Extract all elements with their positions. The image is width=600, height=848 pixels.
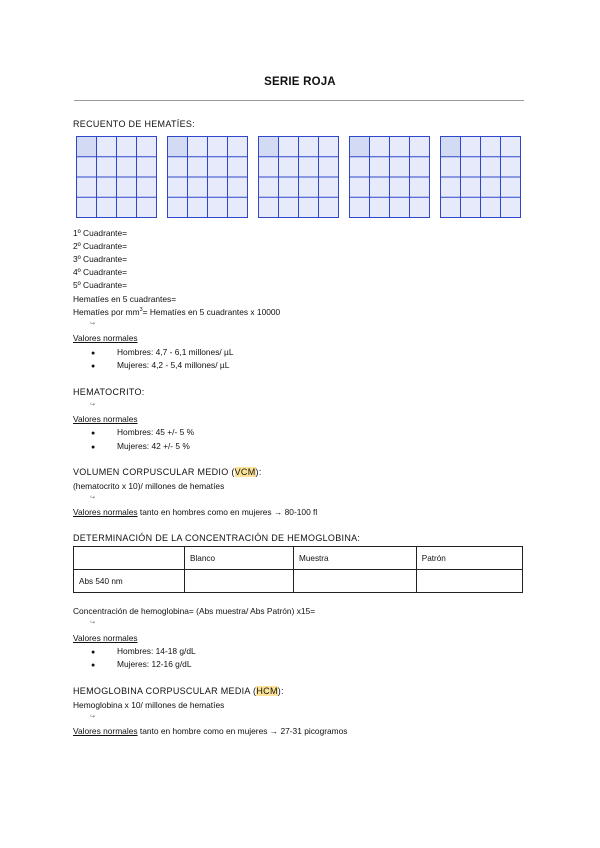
hcm-normal-line [73, 726, 348, 736]
recuento-arrow-icon: ↪ [90, 321, 96, 327]
table-cell: Abs 540 nm [74, 570, 185, 593]
vcm-heading [73, 467, 262, 477]
table-header-cell: Muestra [294, 547, 417, 570]
counting-grid-2 [167, 136, 248, 218]
per-mm-sup: 3 [139, 307, 143, 313]
vcm-heading-prefix: VOLUMEN CORPUSCULAR MEDIO ( [73, 467, 235, 477]
hematocrito-heading: HEMATOCRITO: [73, 387, 145, 397]
hcm-heading [73, 686, 284, 696]
grid-corner-cell [441, 137, 461, 157]
vcm-normal-line [73, 507, 317, 517]
grid-corner-cell [77, 137, 97, 157]
hcm-heading-prefix: HEMOGLOBINA CORPUSCULAR MEDIA ( [73, 686, 257, 696]
vcm-normal-label: Valores normales [73, 507, 138, 517]
table-header-cell [74, 547, 185, 570]
quadrant-2-line: 2º Cuadrante= [73, 241, 128, 251]
bullet-icon: ● [91, 363, 96, 370]
hemoglobina-table [73, 546, 523, 593]
table-header-row [74, 547, 523, 570]
per-mm-prefix: Hematíes por mm [73, 307, 140, 317]
hemoglobina-heading: DETERMINACIÓN DE LA CONCENTRACIÓN DE HEMOGLOBINA: [73, 533, 361, 543]
hcm-normal-label: Valores normales [73, 726, 138, 736]
table-header-cell: Patrón [416, 547, 522, 570]
recuento-normal-label: Valores normales [73, 333, 138, 343]
vcm-arrow-icon: ↪ [90, 495, 96, 501]
vcm-formula: (hematocrito x 10)/ millones de hematíes [73, 481, 225, 491]
vcm-highlight: VCM [234, 467, 256, 477]
hcm-formula: Hemoglobina x 10/ millones de hematíes [73, 700, 225, 710]
vcm-heading-suffix: ): [255, 467, 262, 477]
table-cell [416, 570, 522, 593]
quadrant-3-line: 3º Cuadrante= [73, 254, 128, 264]
hematocrito-normal-mujeres [91, 441, 190, 451]
grid-corner-cell [259, 137, 279, 157]
hematocrito-normal-label: Valores normales [73, 414, 138, 424]
hemoglobina-normal-mujeres-text: Mujeres: 12-16 g/dL [117, 659, 192, 669]
recuento-heading: RECUENTO DE HEMATÍES: [73, 119, 195, 129]
title-divider [74, 100, 524, 101]
bullet-icon: ● [91, 350, 96, 357]
quadrant-5-line: 5º Cuadrante= [73, 280, 128, 290]
counting-grid-3 [258, 136, 339, 218]
counting-grid-5 [440, 136, 521, 218]
table-row [74, 570, 523, 593]
recuento-normal-hombres [91, 347, 234, 357]
table-cell [294, 570, 417, 593]
hemoglobina-formula: Concentración de hemoglobina= (Abs muestra/ Abs Patrón) x15= [73, 606, 316, 616]
hematocrito-normal-hombres [91, 427, 194, 437]
hematies-per-mm3-line [73, 307, 280, 317]
hemoglobina-arrow-icon: ↪ [90, 620, 96, 626]
counting-grid-1 [76, 136, 157, 218]
hematocrito-arrow-icon: ↪ [90, 402, 96, 408]
recuento-normal-hombres-text: Hombres: 4,7 - 6,1 millones/ µL [117, 347, 234, 357]
vcm-normal-text: tanto en hombres como en mujeres → 80-100 fl [137, 507, 318, 517]
grid-svg [440, 136, 521, 218]
table-cell [185, 570, 294, 593]
quadrant-1-line: 1º Cuadrante= [73, 228, 128, 238]
quadrant-4-line: 4º Cuadrante= [73, 267, 128, 277]
hematocrito-normal-mujeres-text: Mujeres: 42 +/- 5 % [117, 441, 190, 451]
hemoglobina-normal-mujeres [91, 659, 192, 669]
bullet-icon: ● [91, 662, 96, 669]
total-hematies-line: Hematíes en 5 cuadrantes= [73, 294, 177, 304]
bullet-icon: ● [91, 444, 96, 451]
hcm-heading-suffix: ): [277, 686, 284, 696]
per-mm-suffix: = Hematíes en 5 cuadrantes x 10000 [142, 307, 281, 317]
hematocrito-normal-hombres-text: Hombres: 45 +/- 5 % [117, 427, 195, 437]
hcm-highlight: HCM [256, 686, 278, 696]
bullet-icon: ● [91, 430, 96, 437]
recuento-normal-mujeres [91, 360, 229, 370]
page-title: SERIE ROJA [264, 76, 336, 88]
hemoglobina-normal-hombres-text: Hombres: 14-18 g/dL [117, 646, 196, 656]
grid-svg [258, 136, 339, 218]
grid-svg [167, 136, 248, 218]
hemoglobina-normal-label: Valores normales [73, 633, 138, 643]
grid-corner-cell [168, 137, 188, 157]
bullet-icon: ● [91, 649, 96, 656]
recuento-normal-mujeres-text: Mujeres: 4,2 - 5,4 millones/ µL [117, 360, 230, 370]
hcm-normal-text: tanto en hombre como en mujeres → 27-31 picogramos [137, 726, 348, 736]
grid-corner-cell [350, 137, 370, 157]
counting-grid-4 [349, 136, 430, 218]
hcm-arrow-icon: ↪ [90, 714, 96, 720]
table-header-cell: Blanco [185, 547, 294, 570]
grid-svg [349, 136, 430, 218]
grid-svg [76, 136, 157, 218]
hemoglobina-normal-hombres [91, 646, 196, 656]
